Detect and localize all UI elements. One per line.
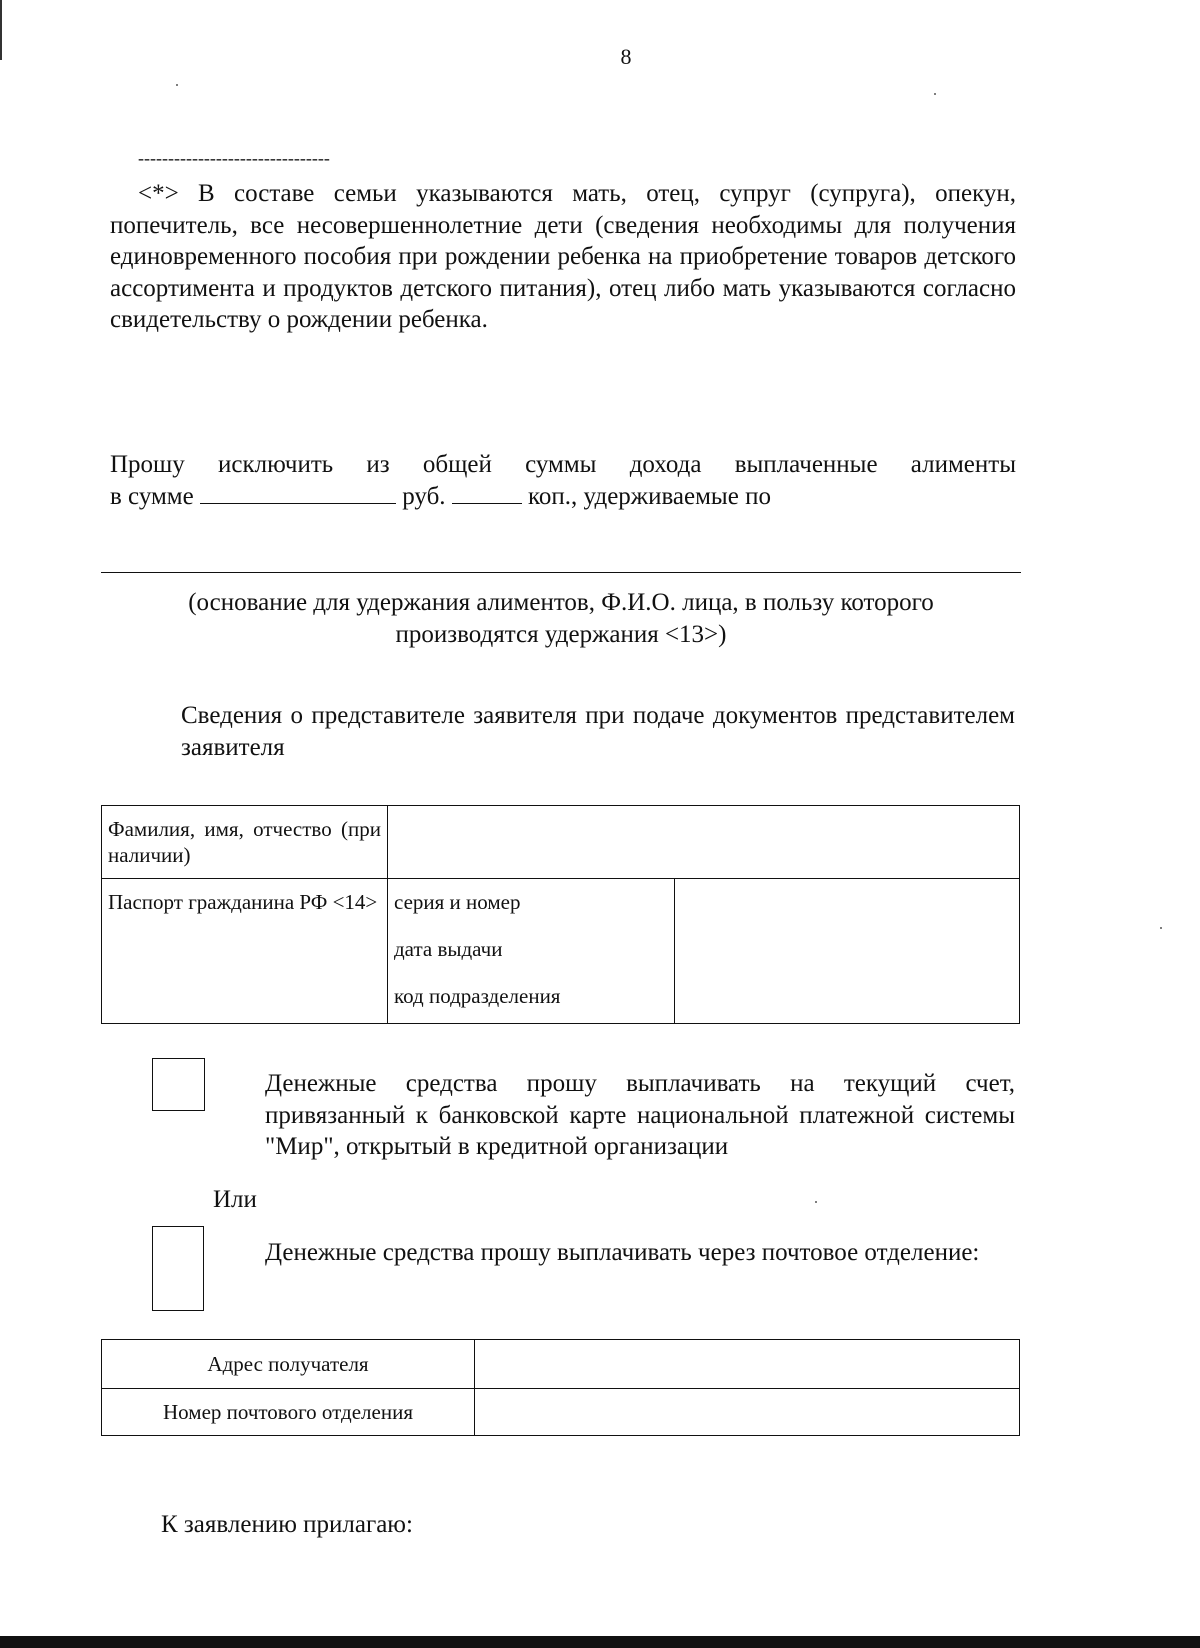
page-number: 8 bbox=[620, 44, 632, 69]
card-payment-checkbox[interactable] bbox=[152, 1058, 205, 1111]
post-office-number-label: Номер почтового отделения bbox=[163, 1399, 413, 1424]
table-row bbox=[102, 1340, 1020, 1389]
table-row bbox=[102, 1389, 1020, 1436]
alimony-kop-tail: коп., удерживаемые по bbox=[528, 482, 771, 510]
passport-values-cell[interactable] bbox=[675, 879, 1020, 1024]
alimony-line-2 bbox=[110, 481, 1016, 513]
or-label: Или bbox=[213, 1186, 257, 1213]
post-payment-text: Денежные средства прошу выплачивать через почтовое отделение: bbox=[265, 1239, 980, 1266]
footnote-separator: -------------------------------- bbox=[138, 148, 330, 168]
alimony-caption-line-1: (основание для удержания алиментов, Ф.И.О. лица, в пользу которого bbox=[188, 589, 934, 616]
full-name-label: Фамилия, имя, отчество (при наличии) bbox=[108, 817, 381, 867]
alimony-kop-blank[interactable] bbox=[452, 481, 522, 504]
post-payment-checkbox[interactable] bbox=[152, 1226, 204, 1311]
alimony-basis-caption bbox=[101, 587, 1021, 650]
passport-fields-cell bbox=[388, 879, 675, 1024]
representative-heading: Сведения о представителе заявителя при подаче документов представителем заявителя bbox=[181, 702, 1015, 761]
scan-bottom-edge bbox=[0, 1636, 1200, 1648]
alimony-line-1: Прошу исключить из общей суммы дохода выплаченные алименты bbox=[110, 451, 1016, 478]
card-payment-text: Денежные средства прошу выплачивать на текущий счет, привязанный к банковской карте национальной платежной системы "Мир", открытый в кредитной организации bbox=[265, 1070, 1015, 1160]
full-name-label-cell bbox=[102, 806, 388, 879]
alimony-rub: руб. bbox=[402, 482, 446, 510]
alimony-basis-line[interactable] bbox=[101, 572, 1021, 573]
full-name-input-cell[interactable] bbox=[388, 806, 1020, 879]
recipient-address-label-cell bbox=[102, 1340, 475, 1389]
post-office-number-label-cell bbox=[102, 1389, 475, 1436]
passport-label-cell bbox=[102, 879, 388, 1024]
passport-issue-date-label: дата выдачи bbox=[394, 937, 503, 961]
table-row bbox=[102, 806, 1020, 879]
scan-speck bbox=[176, 84, 178, 86]
representative-table bbox=[101, 805, 1020, 1024]
footnote-text: <*> В составе семьи указываются мать, отец, супруг (супруга), опекун, попечитель, все несовершеннолетние дети (сведения необходимы для получения единовременного пособия при рождении ребенка на приобретение товаров детского ассортимента и продуктов детского питания), отец либо мать указываются согласно свидетельству о рождении ребенка. bbox=[110, 180, 1016, 333]
attachments-heading: К заявлению прилагаю: bbox=[161, 1511, 413, 1538]
table-row bbox=[102, 879, 1020, 1024]
passport-label: Паспорт гражданина РФ <14> bbox=[108, 890, 378, 914]
scan-speck bbox=[934, 93, 936, 95]
alimony-caption-line-2: производятся удержания <13>) bbox=[395, 620, 727, 648]
passport-division-code-label: код подразделения bbox=[394, 984, 561, 1008]
alimony-paragraph bbox=[110, 449, 1016, 512]
alimony-in-sum: в сумме bbox=[110, 482, 194, 510]
scan-speck bbox=[815, 1201, 817, 1203]
recipient-address-label: Адрес получателя bbox=[207, 1351, 369, 1376]
passport-series-label: серия и номер bbox=[394, 890, 521, 914]
alimony-rub-blank[interactable] bbox=[200, 481, 396, 504]
post-office-table bbox=[101, 1339, 1020, 1436]
post-office-number-input-cell[interactable] bbox=[475, 1389, 1020, 1436]
recipient-address-input-cell[interactable] bbox=[475, 1340, 1020, 1389]
scan-speck bbox=[1160, 927, 1162, 929]
